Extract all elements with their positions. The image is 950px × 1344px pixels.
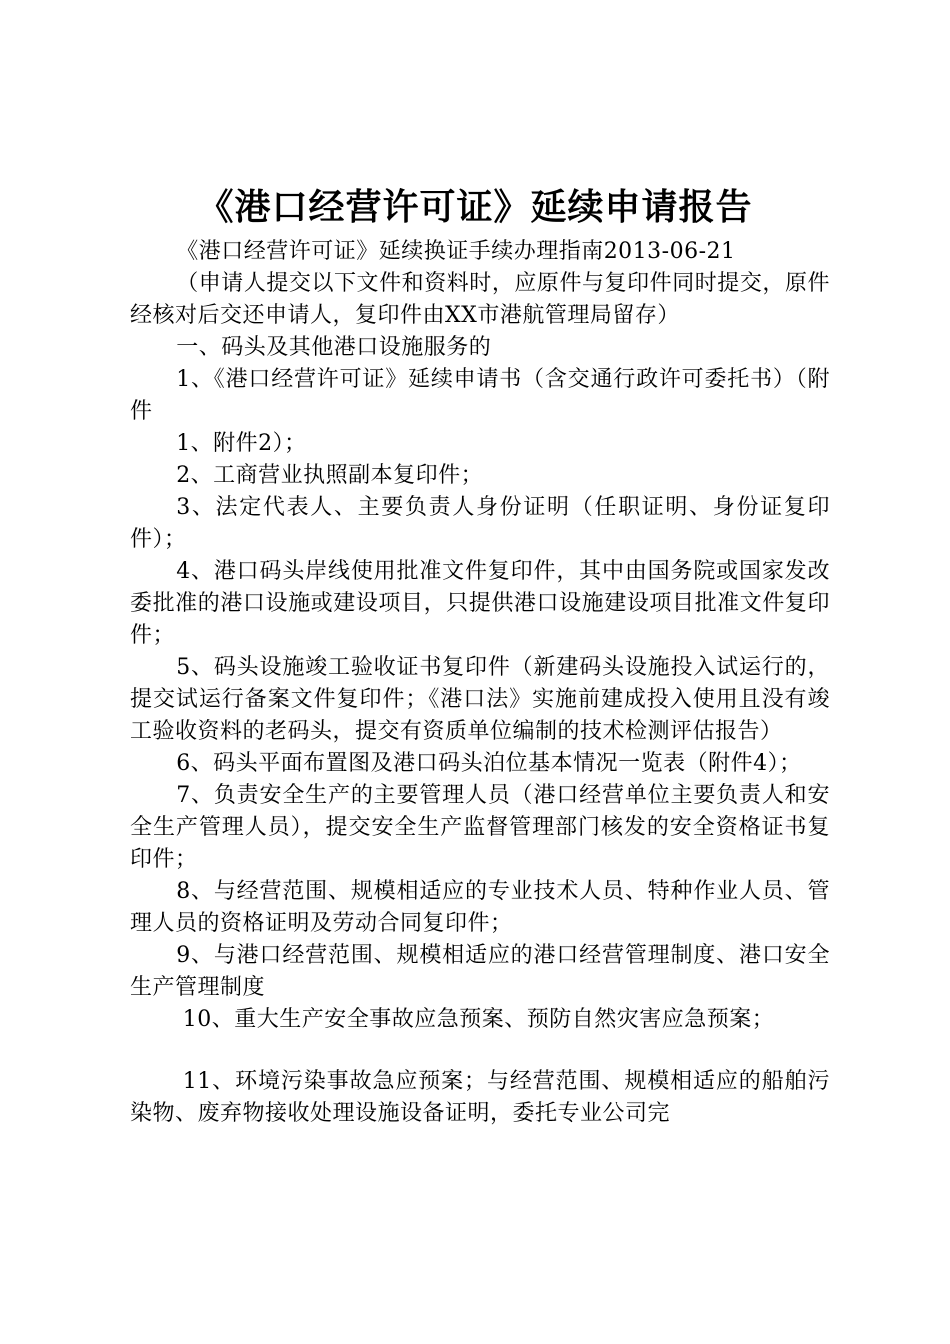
paragraph-item-9: 9、与港口经营范围、规模相适应的港口经营管理制度、港口安全生产管理制度 [130,943,830,1000]
document-title: 《港口经营许可证》延续申请报告 [197,187,753,228]
paragraph-item-4: 4、港口码头岸线使用批准文件复印件，其中由国务院或国家发改委批准的港口设施或建设项目，只提供港口设施建设项目批准文件复印件； [130,559,830,648]
paragraph-item-8: 8、与经营范围、规模相适应的专业技术人员、特种作业人员、管理人员的资格证明及劳动合同复印件； [130,879,830,936]
paragraph-section-one: 一、码头及其他港口设施服务的 [176,335,492,360]
paragraph-item-1-cont: 1、附件2）； [176,431,307,456]
paragraph-item-11: 11、环境污染事故急应预案；与经营范围、规模相适应的船舶污染物、废弃物接收处理设施设备证明，委托专业公司完 [130,1069,830,1126]
paragraph-item-5: 5、码头设施竣工验收证书复印件（新建码头设施投入试运行的，提交试运行备案文件复印件；《港口法》实施前建成投入使用且没有竣工验收资料的老码头，提交有资质单位编制的技术检测评估报告） [130,655,830,744]
paragraph-item-7: 7、负责安全生产的主要管理人员（港口经营单位主要负责人和安全生产管理人员），提交安全生产监督管理部门核发的安全资格证书复印件； [130,783,830,872]
paragraph-item-10: 10、重大生产安全事故应急预案、预防自然灾害应急预案； [182,1007,775,1032]
document-body [130,236,830,1130]
paragraph-item-1: 1、《港口经营许可证》延续申请书（含交通行政许可委托书）（附件 [130,367,830,424]
paragraph-guide-heading: 《港口经营许可证》延续换证手续办理指南2013-06-21 [176,239,736,264]
paragraph-item-3: 3、法定代表人、主要负责人身份证明（任职证明、身份证复印件）； [130,495,830,552]
paragraph-item-2: 2、工商营业执照副本复印件； [176,463,484,488]
paragraph-item-6: 6、码头平面布置图及港口码头泊位基本情况一览表（附件4）； [176,751,802,776]
paragraph-submission-note: （申请人提交以下文件和资料时，应原件与复印件同时提交，原件经核对后交还申请人，复印件由XX市港航管理局留存） [130,271,830,328]
